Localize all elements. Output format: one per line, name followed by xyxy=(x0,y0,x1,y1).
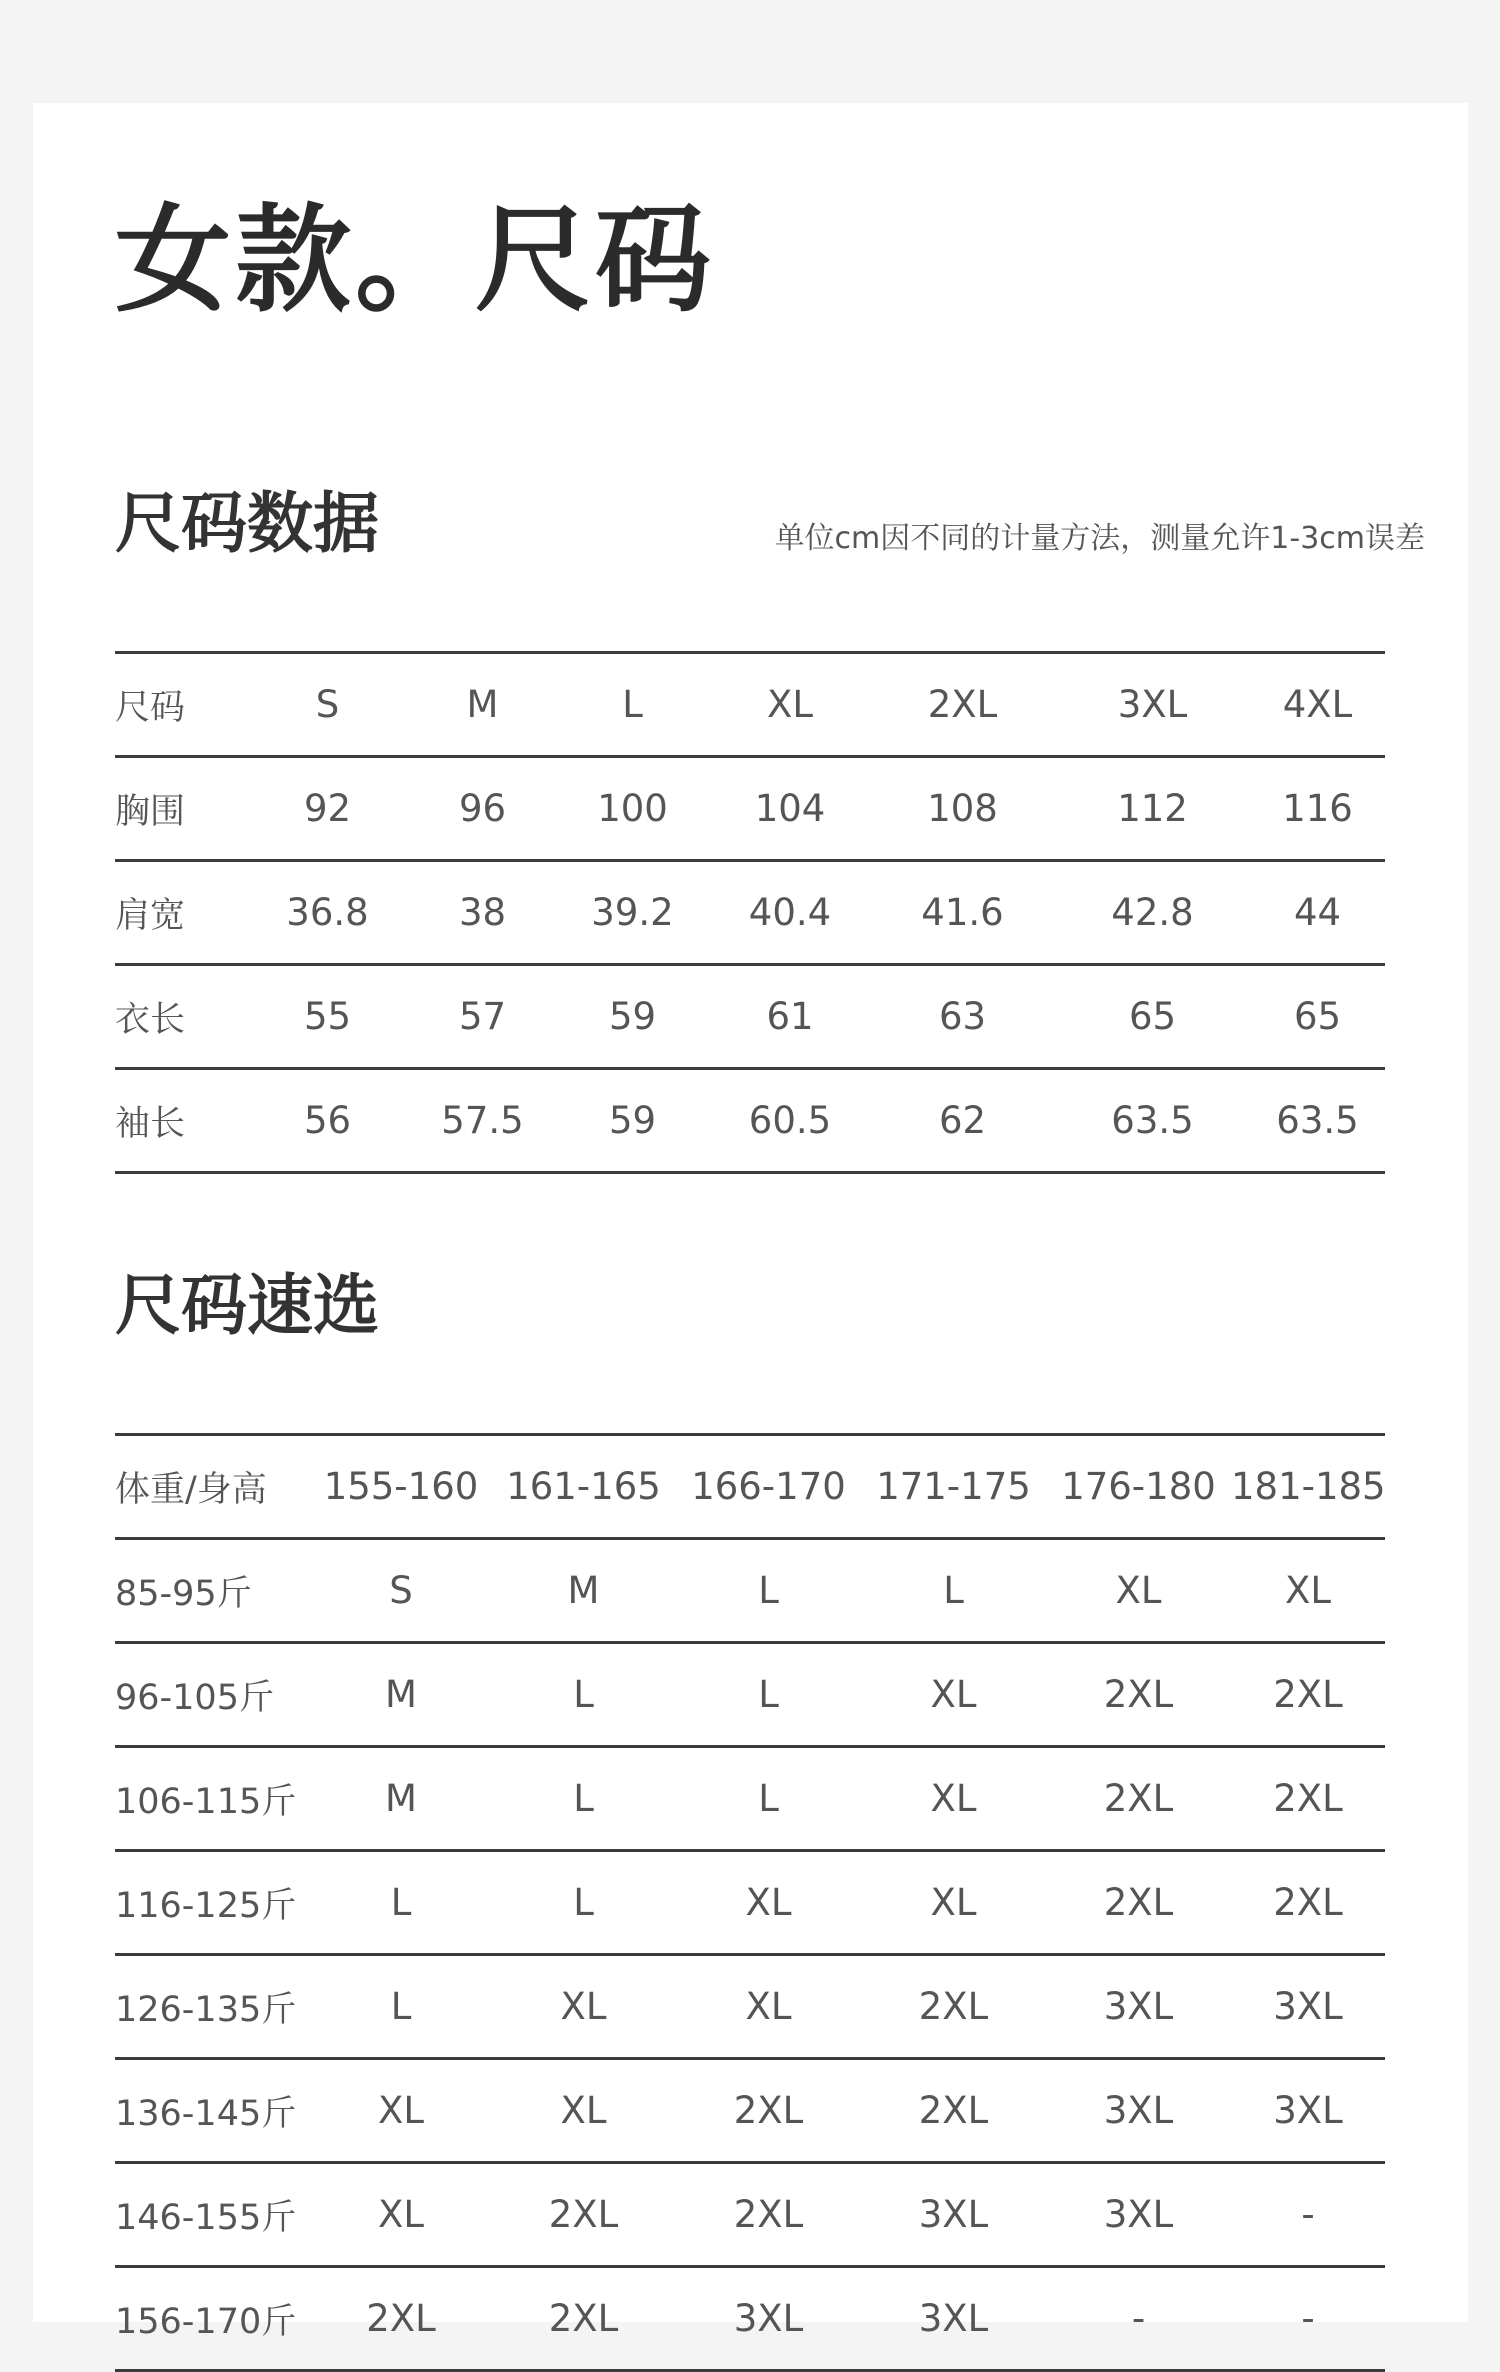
height-header-cell: 181-185 xyxy=(1231,1465,1386,1508)
table-cell: XL xyxy=(1285,1569,1331,1612)
table-row xyxy=(115,1851,1385,1955)
row-label: 146-155斤 xyxy=(115,2197,297,2238)
table-cell: L xyxy=(758,1569,779,1612)
table-cell: 3XL xyxy=(918,2193,989,2236)
table-cell: L xyxy=(573,1777,594,1820)
size-header-cell: M xyxy=(466,683,499,726)
table-cell: 56 xyxy=(303,1099,352,1142)
table-cell: XL xyxy=(930,1881,977,1924)
table-cell: 36.8 xyxy=(286,891,369,934)
table-cell: 55 xyxy=(303,995,352,1038)
table-cell: 62 xyxy=(938,1099,987,1142)
table-cell: 2XL xyxy=(1273,1777,1343,1820)
table-cell: 96 xyxy=(458,787,507,830)
size-header-label: 尺码 xyxy=(115,687,186,728)
table-cell: L xyxy=(573,1881,594,1924)
quick-select-title: 尺码速选 xyxy=(115,1267,379,1344)
size-header-cell: 3XL xyxy=(1117,683,1188,726)
table-row xyxy=(115,2059,1385,2163)
table-cell: L xyxy=(390,1881,412,1924)
height-header-cell: 171-175 xyxy=(876,1465,1031,1508)
table-cell: 63 xyxy=(938,995,987,1038)
row-label: 96-105斤 xyxy=(115,1677,274,1718)
row-label: 85-95斤 xyxy=(115,1573,252,1614)
table-cell: 92 xyxy=(303,787,352,830)
quick-header-label: 体重/身高 xyxy=(115,1469,267,1510)
table-cell: XL xyxy=(560,2089,607,2132)
table-cell: - xyxy=(1301,2193,1315,2236)
table-cell: 57.5 xyxy=(441,1099,524,1142)
table-row xyxy=(115,1643,1385,1747)
table-cell: XL xyxy=(930,1673,977,1716)
height-header-cell: 166-170 xyxy=(691,1465,846,1508)
table-cell: XL xyxy=(378,2193,424,2236)
size-header-cell: S xyxy=(315,683,340,726)
table-cell: 116 xyxy=(1282,787,1353,830)
table-cell: L xyxy=(943,1569,964,1612)
table-cell: 3XL xyxy=(733,2297,804,2340)
table-cell: 39.2 xyxy=(591,891,674,934)
table-cell: 2XL xyxy=(918,2089,989,2132)
row-label: 116-125斤 xyxy=(115,1885,297,1926)
size-data-title: 尺码数据 xyxy=(115,485,379,562)
table-cell: 2XL xyxy=(548,2297,619,2340)
table-cell: 2XL xyxy=(366,2297,436,2340)
table-cell: 100 xyxy=(597,787,668,830)
height-header-cell: 176-180 xyxy=(1061,1465,1216,1508)
table-cell: 38 xyxy=(458,891,507,934)
table-cell: L xyxy=(758,1777,779,1820)
table-cell: 108 xyxy=(927,787,998,830)
table-cell: 59 xyxy=(608,1099,657,1142)
table-cell: 3XL xyxy=(1103,2193,1174,2236)
table-cell: 63.5 xyxy=(1111,1099,1194,1142)
table-cell: 3XL xyxy=(1273,2089,1343,2132)
table-cell: XL xyxy=(378,2089,424,2132)
table-row xyxy=(115,1955,1385,2059)
quick-header-row xyxy=(115,1435,1385,1539)
table-row xyxy=(115,2267,1385,2371)
row-label: 肩宽 xyxy=(115,895,186,936)
table-cell: 2XL xyxy=(733,2089,804,2132)
height-header-cell: 155-160 xyxy=(323,1465,479,1508)
table-cell: XL xyxy=(930,1777,977,1820)
table-cell: 44 xyxy=(1293,891,1342,934)
row-label: 衣长 xyxy=(115,999,186,1040)
table-cell: 2XL xyxy=(1103,1777,1174,1820)
table-cell: 41.6 xyxy=(921,891,1004,934)
table-cell: M xyxy=(385,1673,417,1716)
table-cell: L xyxy=(758,1673,779,1716)
table-cell: 40.4 xyxy=(748,891,832,934)
row-label: 胸围 xyxy=(115,791,186,832)
quick-select-table xyxy=(115,1433,1385,2372)
table-cell: 65 xyxy=(1128,995,1177,1038)
size-header-row xyxy=(115,653,1385,757)
row-label: 106-115斤 xyxy=(115,1781,297,1822)
table-row xyxy=(115,1747,1385,1851)
table-cell: 59 xyxy=(608,995,657,1038)
table-cell: XL xyxy=(745,1985,792,2028)
table-cell: 42.8 xyxy=(1111,891,1194,934)
page-title: 女款。尺码 xyxy=(115,193,715,328)
table-cell: 3XL xyxy=(1273,1985,1343,2028)
table-cell: 2XL xyxy=(1273,1881,1343,1924)
table-cell: L xyxy=(573,1673,594,1716)
measurement-note: 单位cm因不同的计量方法，测量允许1-3cm误差 xyxy=(774,521,1425,556)
table-cell: XL xyxy=(745,1881,792,1924)
size-header-cell: XL xyxy=(767,683,813,726)
table-cell: L xyxy=(390,1985,412,2028)
table-cell: 61 xyxy=(766,995,814,1038)
size-data-table xyxy=(115,651,1385,1174)
table-row xyxy=(115,2163,1385,2267)
table-cell: 57 xyxy=(458,995,507,1038)
table-cell: 65 xyxy=(1293,995,1342,1038)
table-cell: M xyxy=(385,1777,417,1820)
table-cell: - xyxy=(1301,2297,1315,2340)
table-cell: S xyxy=(389,1569,413,1612)
row-label: 袖长 xyxy=(115,1103,186,1144)
row-label: 136-145斤 xyxy=(115,2093,297,2134)
table-cell: 63.5 xyxy=(1276,1099,1359,1142)
table-cell: XL xyxy=(1115,1569,1162,1612)
table-cell: 2XL xyxy=(1273,1673,1343,1716)
table-cell: 2XL xyxy=(733,2193,804,2236)
size-header-cell: 4XL xyxy=(1282,683,1353,726)
row-label: 126-135斤 xyxy=(115,1989,297,2030)
table-cell: 104 xyxy=(754,787,826,830)
table-cell: 2XL xyxy=(548,2193,619,2236)
height-header-cell: 161-165 xyxy=(506,1465,661,1508)
table-cell: 2XL xyxy=(1103,1673,1174,1716)
table-cell: 3XL xyxy=(1103,1985,1174,2028)
table-cell: 112 xyxy=(1117,787,1188,830)
table-row xyxy=(115,1539,1385,1643)
size-header-cell: L xyxy=(622,683,643,726)
table-cell: 60.5 xyxy=(748,1099,832,1142)
table-row xyxy=(115,757,1385,861)
table-cell: 2XL xyxy=(918,1985,989,2028)
table-cell: XL xyxy=(560,1985,607,2028)
table-cell: M xyxy=(567,1569,600,1612)
row-label: 156-170斤 xyxy=(115,2301,297,2342)
table-cell: 3XL xyxy=(1103,2089,1174,2132)
table-row xyxy=(115,965,1385,1069)
size-chart-card xyxy=(33,103,1468,2342)
table-cell: 3XL xyxy=(918,2297,989,2340)
table-cell: - xyxy=(1131,2297,1146,2340)
table-cell: 2XL xyxy=(1103,1881,1174,1924)
table-row xyxy=(115,1069,1385,1173)
size-header-cell: 2XL xyxy=(927,683,998,726)
table-row xyxy=(115,861,1385,965)
